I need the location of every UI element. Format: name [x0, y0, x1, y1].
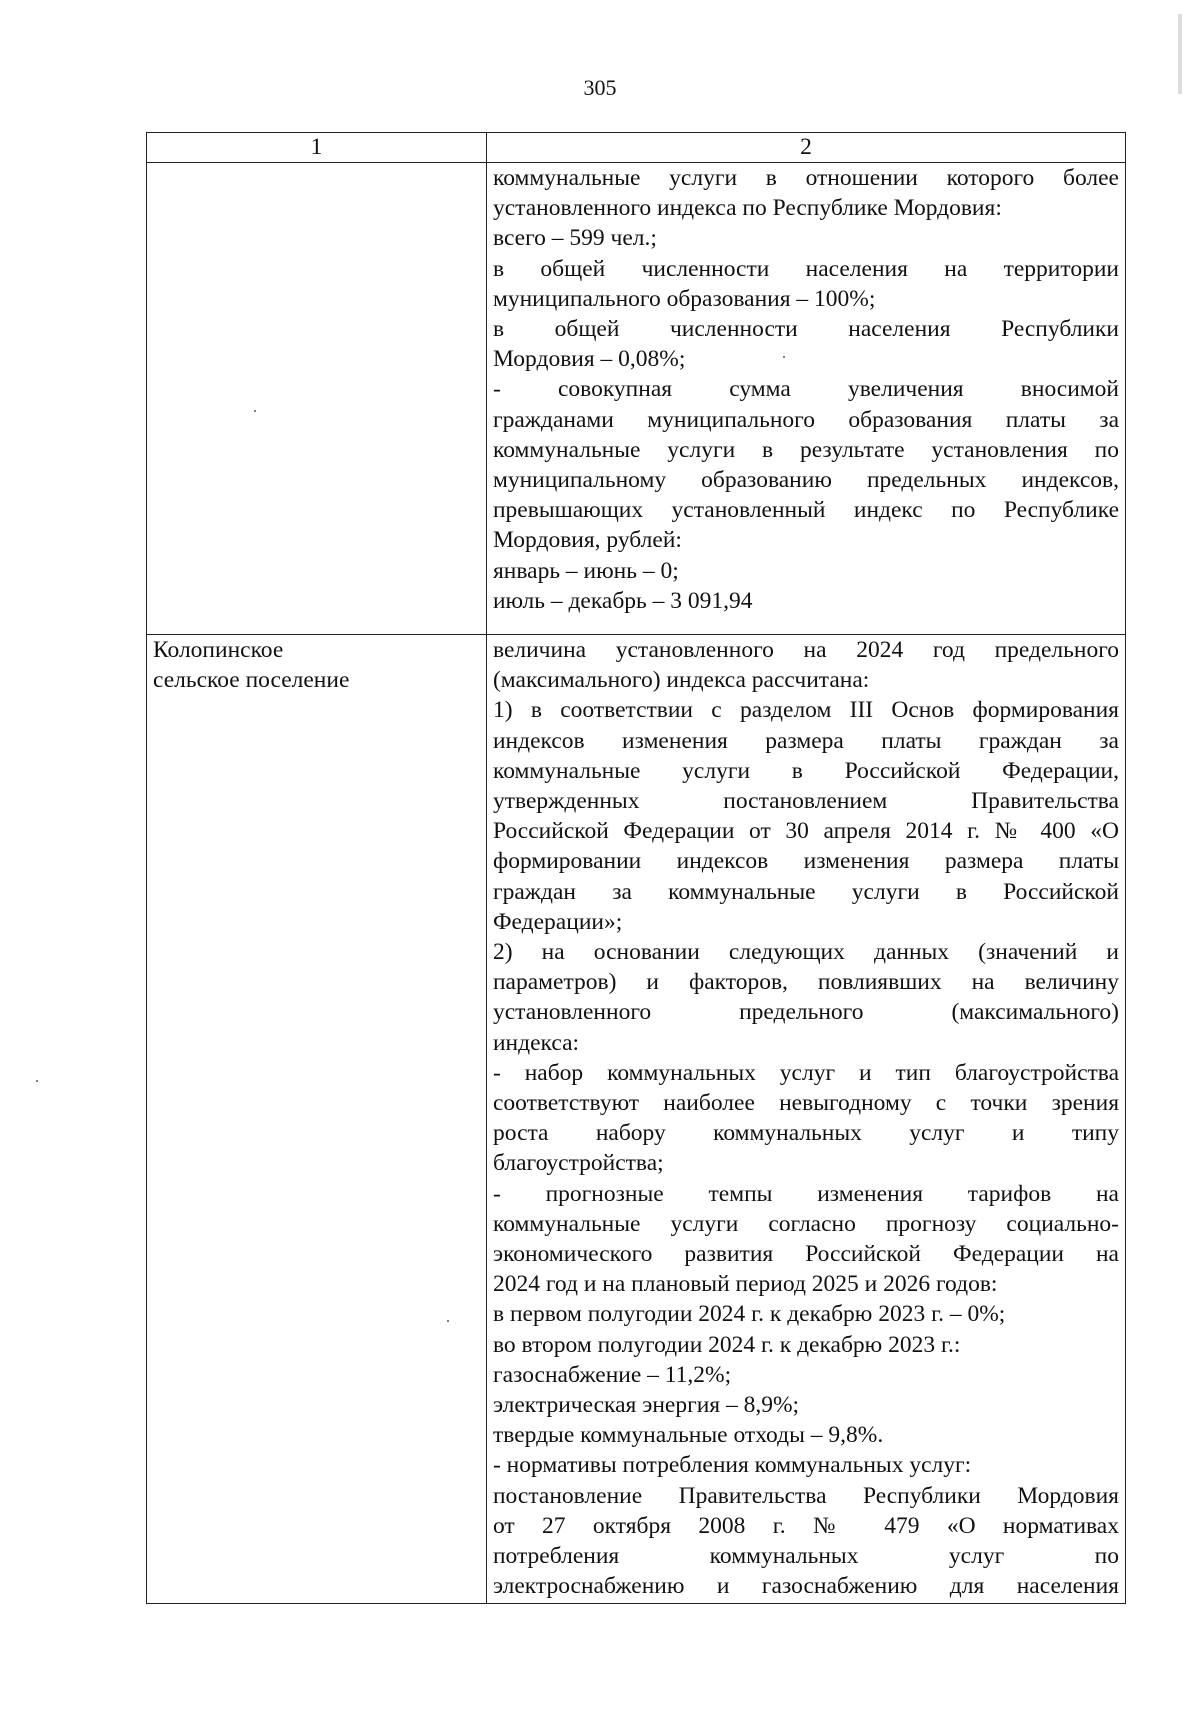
scan-speck: [1178, 14, 1182, 94]
text-line: коммунальные услуги в результате установления по: [492, 436, 1119, 463]
text-line: коммунальные услуги в отношении которого более: [492, 165, 1119, 191]
text-line: индексов изменения размера платы граждан за: [492, 727, 1119, 754]
text-line: гражданами муниципального образования платы за: [492, 406, 1119, 433]
text-line: - совокупная сумма увеличения вносимой: [492, 376, 1119, 403]
text-line: Колопинское: [153, 637, 284, 663]
column-header-1: 1: [147, 133, 487, 163]
text-line: муниципального образования – 100%;: [492, 285, 876, 312]
text-line: индекса:: [492, 1029, 580, 1056]
text-line: коммунальные услуги в Российской Федерации,: [492, 757, 1119, 784]
scan-speck: [783, 356, 785, 358]
text-line: величина установленного на 2024 год предельного: [492, 637, 1119, 663]
text-line: электроснабжению и газоснабжению для населения: [492, 1573, 1119, 1600]
text-line: - набор коммунальных услуг и тип благоустройства: [492, 1059, 1119, 1086]
text-line: - прогнозные темпы изменения тарифов на: [492, 1180, 1119, 1207]
text-line: коммунальные услуги согласно прогнозу социально-: [492, 1210, 1119, 1237]
row-2-col-1: [147, 635, 487, 1604]
text-line: в общей численности населения на территории: [492, 255, 1119, 282]
text-line: (максимального) индекса рассчитана:: [492, 667, 870, 694]
row-1-col-2: [486, 163, 1125, 635]
column-header-2: 2: [486, 133, 1125, 163]
row-1-col-1: [147, 163, 487, 635]
text-line: сельское поселение: [153, 667, 350, 694]
scan-speck: [36, 1080, 38, 1082]
page-number: 305: [583, 75, 617, 100]
text-line: параметров) и факторов, повлиявших на величину: [492, 969, 1119, 996]
text-line: формировании индексов изменения размера платы: [492, 848, 1119, 875]
text-line: Мордовия – 0,08%;: [492, 346, 686, 373]
document-table: [146, 132, 1126, 1604]
text-line: июль – декабрь – 3 091,94: [492, 587, 753, 614]
text-line: экономического развития Российской Федерации на: [492, 1241, 1119, 1268]
text-line: благоустройства;: [492, 1150, 664, 1177]
text-line: электрическая энергия – 8,9%;: [492, 1392, 800, 1419]
text-line: соответствуют наиболее невыгодному с точки зрения: [492, 1090, 1119, 1117]
text-line: роста набору коммунальных услуг и типу: [492, 1120, 1119, 1147]
text-line: в общей численности населения Республики: [492, 316, 1119, 343]
text-line: твердые коммунальные отходы – 9,8%.: [492, 1422, 884, 1449]
text-line: граждан за коммунальные услуги в Российской: [492, 878, 1119, 905]
text-line: установленного предельного (максимального): [492, 999, 1119, 1026]
text-line: утвержденных постановлением Правительства: [492, 788, 1119, 815]
scan-speck: [254, 410, 256, 412]
text-line: Мордовия, рублей:: [492, 527, 682, 554]
text-line: потребления коммунальных услуг по: [492, 1543, 1119, 1570]
text-line: в первом полугодии 2024 г. к декабрю 2023 г. – 0%;: [492, 1301, 1006, 1328]
text-line: 1) в соответствии с разделом III Основ формирования: [492, 697, 1119, 724]
text-line: установленного индекса по Республике Мордовия:: [492, 195, 1002, 222]
row-2-col-2: [486, 635, 1125, 1604]
text-line: всего – 599 чел.;: [492, 225, 657, 252]
text-line: 2024 год и на плановый период 2025 и 2026 годов:: [492, 1271, 998, 1298]
text-line: - нормативы потребления коммунальных услуг:: [492, 1452, 972, 1479]
text-line: январь – июнь – 0;: [492, 557, 679, 584]
text-line: Федерации»;: [492, 908, 623, 935]
table-header-row: [147, 133, 1126, 163]
text-line: муниципальному образованию предельных индексов,: [492, 467, 1119, 494]
table-row: [147, 163, 1126, 635]
text-line: газоснабжение – 11,2%;: [492, 1361, 732, 1388]
text-line: превышающих установленный индекс по Республике: [492, 497, 1119, 524]
scan-speck: [447, 1320, 449, 1322]
text-line: постановление Правительства Республики Мордовия: [492, 1482, 1119, 1509]
text-line: Российской Федерации от 30 апреля 2014 г. № 400 «О: [492, 818, 1119, 845]
text-line: во втором полугодии 2024 г. к декабрю 2023 г.:: [492, 1331, 961, 1358]
text-line: от 27 октября 2008 г. № 479 «О нормативах: [492, 1512, 1119, 1539]
table-row: [147, 635, 1126, 1604]
text-line: 2) на основании следующих данных (значений и: [492, 939, 1119, 966]
